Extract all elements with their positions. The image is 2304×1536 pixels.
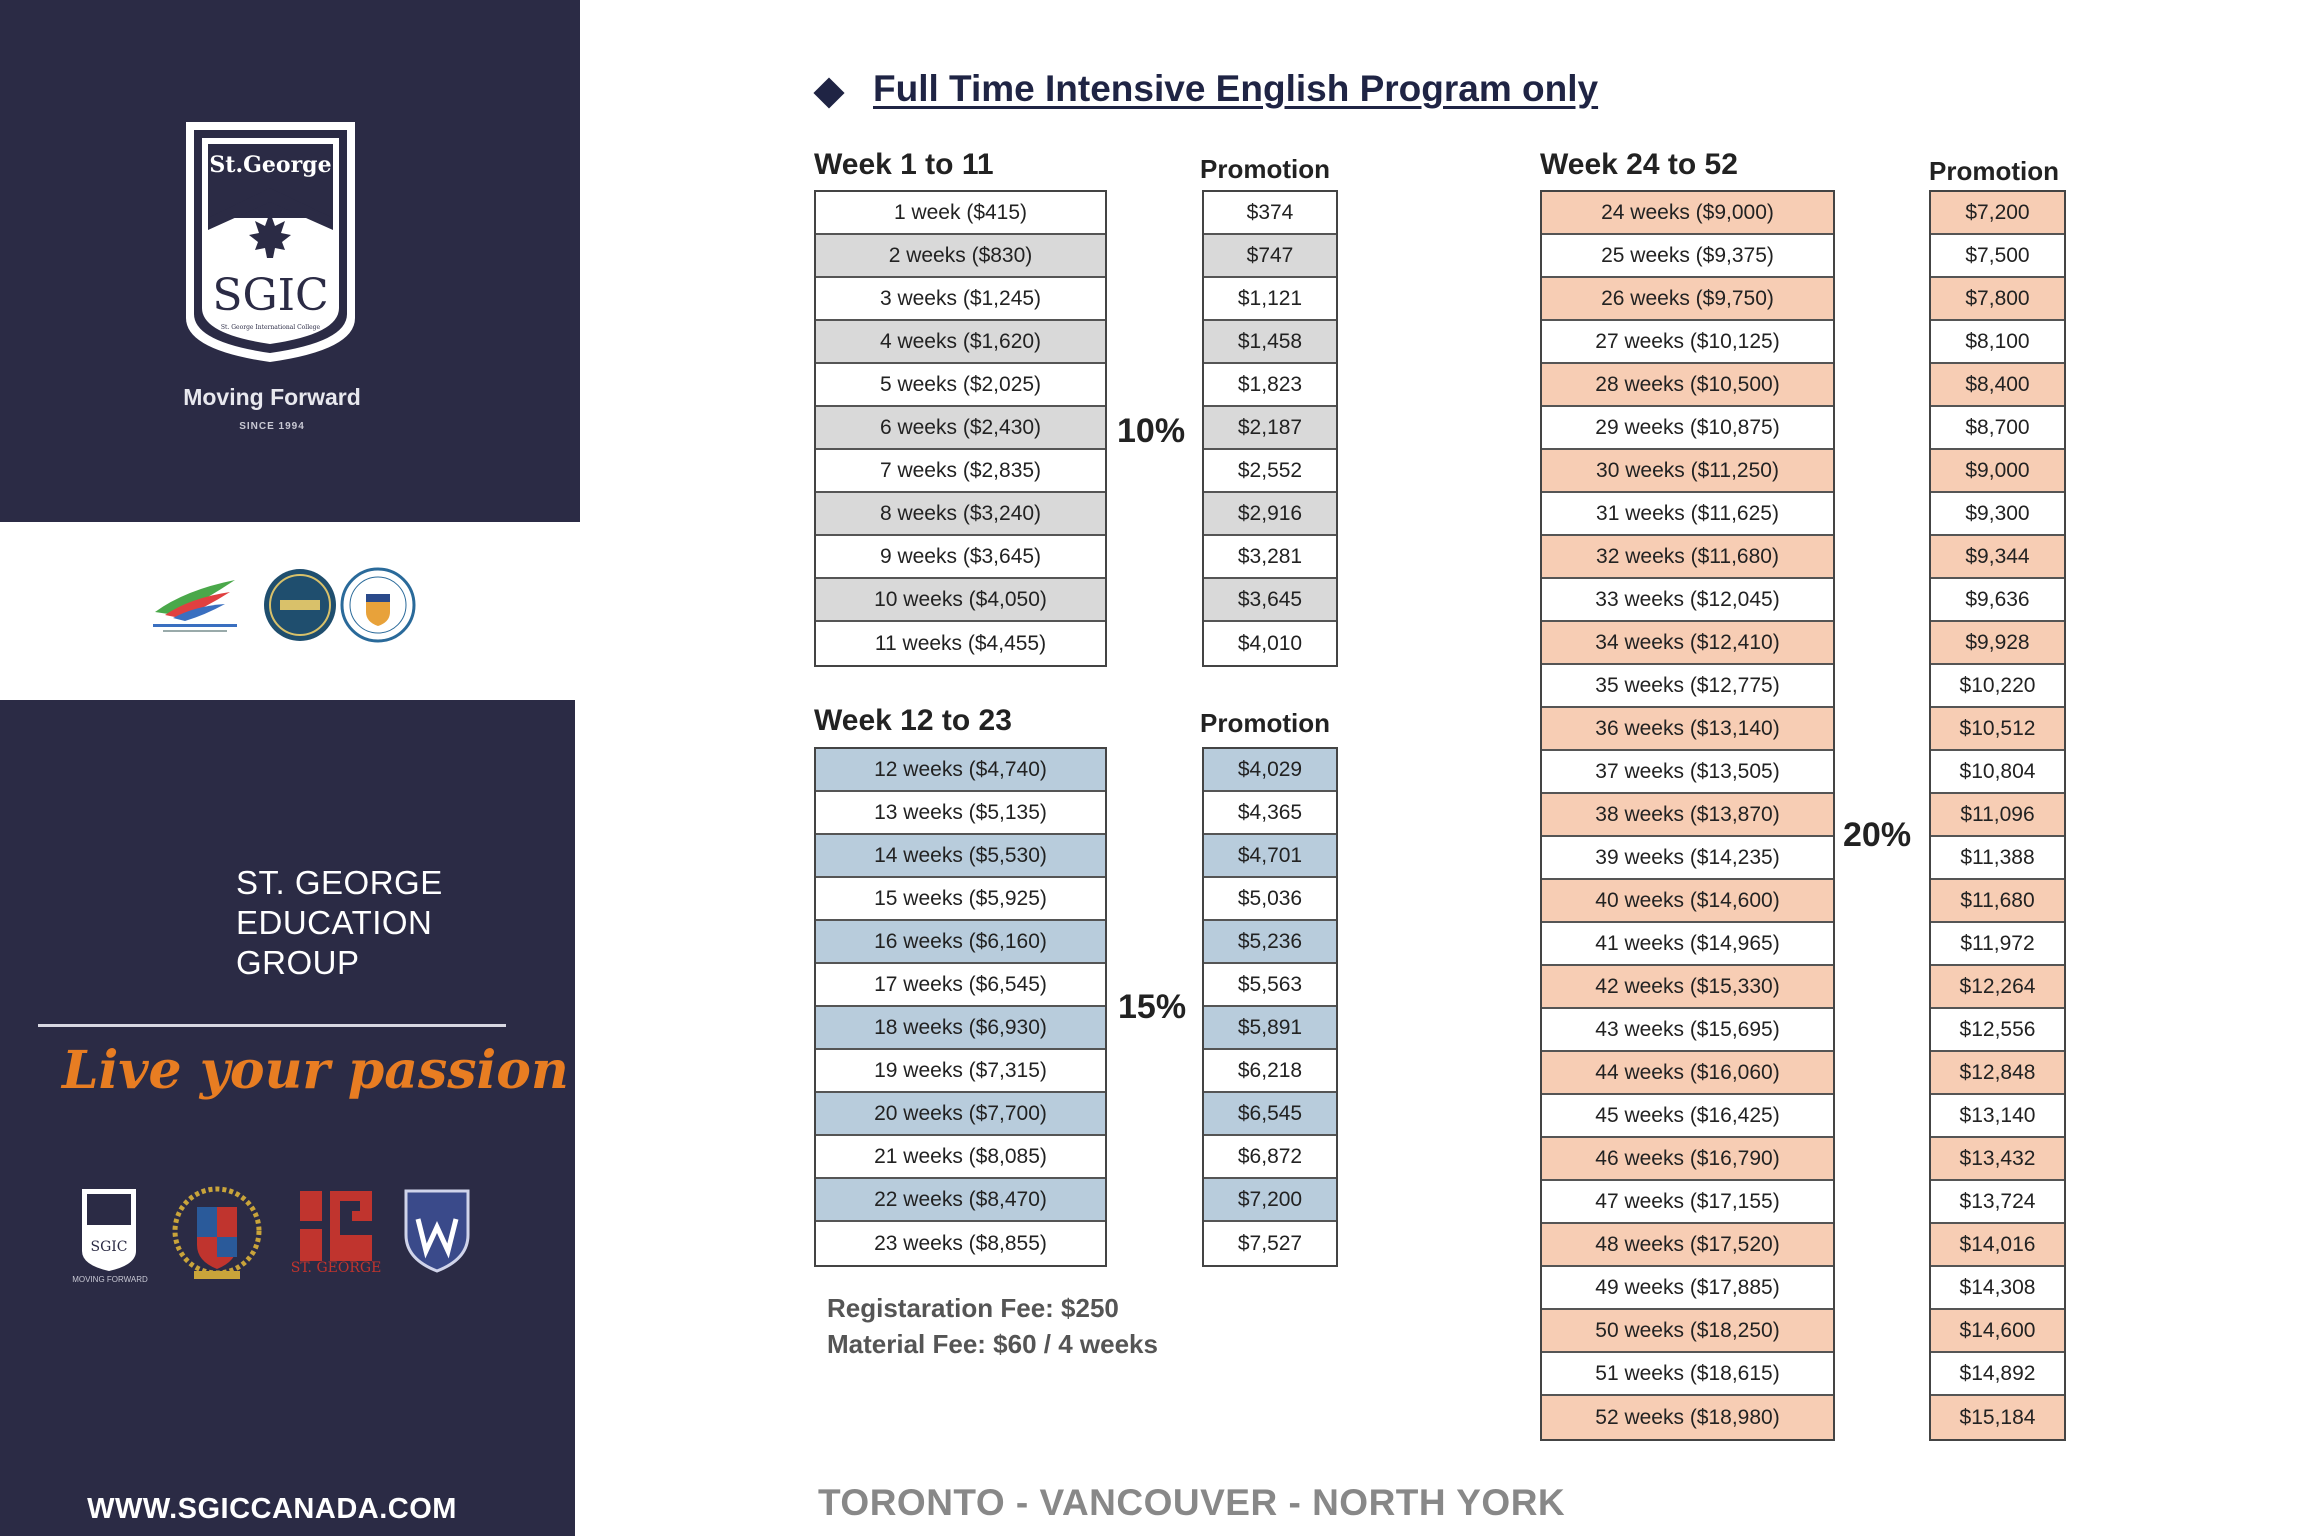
promotion-price-cell: $11,388 <box>1931 837 2064 880</box>
week-price-cell: 28 weeks ($10,500) <box>1542 364 1833 407</box>
section-1-promotion-table <box>1202 190 1338 667</box>
material-fee: Material Fee: $60 / 4 weeks <box>827 1329 1158 1359</box>
week-price-cell: 34 weeks ($12,410) <box>1542 622 1833 665</box>
week-price-cell: 24 weeks ($9,000) <box>1542 192 1833 235</box>
promotion-price-cell: $11,096 <box>1931 794 2064 837</box>
promotion-price-cell: $7,200 <box>1931 192 2064 235</box>
registration-fee: Registaration Fee: $250 <box>827 1293 1119 1323</box>
promotion-price-cell: $374 <box>1204 192 1336 235</box>
week-price-cell: 35 weeks ($12,775) <box>1542 665 1833 708</box>
section-2-promotion-heading: Promotion <box>1200 708 1330 738</box>
group-name-line-3: GROUP <box>236 944 360 981</box>
crest-top-text: St.George <box>209 152 332 178</box>
promotion-price-cell: $10,804 <box>1931 751 2064 794</box>
group-name <box>236 863 443 983</box>
week-price-cell: 13 weeks ($5,135) <box>816 792 1105 835</box>
group-name-line-2: EDUCATION <box>236 904 433 941</box>
brand-since: SINCE 1994 <box>239 421 305 432</box>
week-price-cell: 31 weeks ($11,625) <box>1542 493 1833 536</box>
promotion-price-cell: $4,010 <box>1237 631 1303 655</box>
section-1-promotion-heading: Promotion <box>1200 154 1330 184</box>
week-price-cell: 14 weeks ($5,530) <box>816 835 1105 878</box>
panel-divider <box>38 1024 506 1027</box>
section-1-discount: 10% <box>1117 412 1186 450</box>
promotion-price-cell: $14,600 <box>1931 1310 2064 1353</box>
week-price-cell: 37 weeks ($13,505) <box>1542 751 1833 794</box>
promotion-price-cell: $9,344 <box>1931 536 2064 579</box>
week-price-cell: 15 weeks ($5,925) <box>816 878 1105 921</box>
promotion-price-cell: $7,500 <box>1931 235 2064 278</box>
week-price-cell: 51 weeks ($18,615) <box>1542 1353 1833 1396</box>
week-price-cell: 42 weeks ($15,330) <box>1542 966 1833 1009</box>
promotion-price-cell: $7,527 <box>1237 1231 1303 1255</box>
promotion-price-cell: $9,000 <box>1931 450 2064 493</box>
promotion-price-cell: $6,872 <box>1204 1136 1336 1179</box>
section-3-promotion-table <box>1929 190 2066 1441</box>
promotion-price-cell: $5,891 <box>1204 1007 1336 1050</box>
section-3-discount: 20% <box>1843 816 1912 854</box>
promotion-price-cell: $8,700 <box>1931 407 2064 450</box>
promotion-price-cell: $4,029 <box>1204 749 1336 792</box>
week-price-cell: 52 weeks ($18,980) <box>1542 1396 1833 1439</box>
sgbc-mini-caption: ST. GEORGE <box>290 1260 382 1276</box>
week-price-cell: 2 weeks ($830) <box>816 235 1105 278</box>
section-3-weeks-table <box>1540 190 1835 1441</box>
week-price-cell: 21 weeks ($8,085) <box>816 1136 1105 1179</box>
promotion-price-cell: $4,701 <box>1204 835 1336 878</box>
week-price-cell: 49 weeks ($17,885) <box>1542 1267 1833 1310</box>
promotion-price-cell: $1,121 <box>1204 278 1336 321</box>
week-price-cell: 19 weeks ($7,315) <box>816 1050 1105 1093</box>
group-name-line-1: ST. GEORGE <box>236 864 443 901</box>
promotion-price-cell: $2,187 <box>1204 407 1336 450</box>
svg-text:SGIC: SGIC <box>90 1239 128 1255</box>
promotion-price-cell: $7,800 <box>1931 278 2064 321</box>
promotion-price-cell: $6,545 <box>1204 1093 1336 1136</box>
slogan: Live your passion <box>62 1040 569 1101</box>
promotion-price-cell: $8,400 <box>1931 364 2064 407</box>
week-price-cell: 1 week ($415) <box>816 192 1105 235</box>
promotion-price-cell: $3,645 <box>1204 579 1336 622</box>
brand-tagline: Moving Forward <box>183 384 361 410</box>
promotion-price-cell: $3,281 <box>1204 536 1336 579</box>
week-price-cell: 38 weeks ($13,870) <box>1542 794 1833 837</box>
week-price-cell: 8 weeks ($3,240) <box>816 493 1105 536</box>
section-1-heading: Week 1 to 11 <box>814 148 994 181</box>
promotion-price-cell: $13,724 <box>1931 1181 2064 1224</box>
week-price-cell: 45 weeks ($16,425) <box>1542 1095 1833 1138</box>
crest-name: SGIC <box>212 270 329 321</box>
section-3-heading: Week 24 to 52 <box>1540 148 1738 181</box>
section-2-heading: Week 12 to 23 <box>814 704 1012 737</box>
section-2-weeks-table <box>814 747 1107 1267</box>
week-price-cell: 25 weeks ($9,375) <box>1542 235 1833 278</box>
week-price-cell: 47 weeks ($17,155) <box>1542 1181 1833 1224</box>
week-price-cell: 48 weeks ($17,520) <box>1542 1224 1833 1267</box>
brand-panel-bottom <box>0 700 575 1536</box>
week-price-cell: 3 weeks ($1,245) <box>816 278 1105 321</box>
program-title: Full Time Intensive English Program only <box>873 68 1599 109</box>
week-price-cell: 32 weeks ($11,680) <box>1542 536 1833 579</box>
week-price-cell: 5 weeks ($2,025) <box>816 364 1105 407</box>
promotion-price-cell: $9,636 <box>1931 579 2064 622</box>
week-price-cell: 39 weeks ($14,235) <box>1542 837 1833 880</box>
locations: TORONTO - VANCOUVER - NORTH YORK <box>818 1482 1566 1523</box>
week-price-cell: 40 weeks ($14,600) <box>1542 880 1833 923</box>
bc-eqa-icon <box>262 560 338 650</box>
website-link[interactable]: WWW.SGICCANADA.COM <box>87 1493 457 1525</box>
promotion-price-cell: $12,848 <box>1931 1052 2064 1095</box>
brand-panel-top <box>0 0 580 522</box>
promotion-price-cell: $6,218 <box>1204 1050 1336 1093</box>
bullet-diamond-icon <box>813 77 844 108</box>
promotion-price-cell: $10,512 <box>1931 708 2064 751</box>
promotion-price-cell: $13,140 <box>1931 1095 2064 1138</box>
week-price-cell: 22 weeks ($8,470) <box>816 1179 1105 1222</box>
week-price-cell: 18 weeks ($6,930) <box>816 1007 1105 1050</box>
promotion-price-cell: $2,552 <box>1204 450 1336 493</box>
week-price-cell: 20 weeks ($7,700) <box>816 1093 1105 1136</box>
promotion-price-cell: $9,928 <box>1931 622 2064 665</box>
week-price-cell: 9 weeks ($3,645) <box>816 536 1105 579</box>
promotion-price-cell: $10,220 <box>1931 665 2064 708</box>
week-price-cell: 17 weeks ($6,545) <box>816 964 1105 1007</box>
week-price-cell: 10 weeks ($4,050) <box>816 579 1105 622</box>
promotion-price-cell: $13,432 <box>1931 1138 2064 1181</box>
week-price-cell: 44 weeks ($16,060) <box>1542 1052 1833 1095</box>
week-price-cell: 29 weeks ($10,875) <box>1542 407 1833 450</box>
promotion-price-cell: $15,184 <box>1931 1396 2064 1439</box>
fees-block <box>827 1290 1158 1362</box>
promotion-price-cell: $11,680 <box>1931 880 2064 923</box>
week-price-cell: 36 weeks ($13,140) <box>1542 708 1833 751</box>
week-price-cell: 43 weeks ($15,695) <box>1542 1009 1833 1052</box>
week-price-cell: 46 weeks ($16,790) <box>1542 1138 1833 1181</box>
promotion-price-cell: $9,300 <box>1931 493 2064 536</box>
promotion-price-cell: $2,916 <box>1204 493 1336 536</box>
promotion-price-cell: $12,264 <box>1931 966 2064 1009</box>
languages-canada-icon <box>145 560 245 650</box>
week-price-cell: 41 weeks ($14,965) <box>1542 923 1833 966</box>
week-price-cell: 23 weeks ($8,855) <box>874 1231 1047 1255</box>
week-price-cell: 7 weeks ($2,835) <box>816 450 1105 493</box>
week-price-cell: 26 weeks ($9,750) <box>1542 278 1833 321</box>
promotion-price-cell: $14,308 <box>1931 1267 2064 1310</box>
bc-crest-icon <box>340 560 416 650</box>
promotion-price-cell: $12,556 <box>1931 1009 2064 1052</box>
week-price-cell: 11 weeks ($4,455) <box>874 631 1047 655</box>
promotion-price-cell: $8,100 <box>1931 321 2064 364</box>
w-shield-icon <box>402 1185 472 1275</box>
week-price-cell: 12 weeks ($4,740) <box>816 749 1105 792</box>
promotion-price-cell: $11,972 <box>1931 923 2064 966</box>
section-3-promotion-heading: Promotion <box>1929 156 2059 186</box>
promotion-price-cell: $7,200 <box>1204 1179 1336 1222</box>
promotion-price-cell: $5,036 <box>1204 878 1336 921</box>
promotion-price-cell: $5,563 <box>1204 964 1336 1007</box>
college-crest-icon <box>172 1185 262 1289</box>
sgic-mini-logo <box>78 1185 140 1289</box>
week-price-cell: 27 weeks ($10,125) <box>1542 321 1833 364</box>
week-price-cell: 33 weeks ($12,045) <box>1542 579 1833 622</box>
promotion-price-cell: $14,016 <box>1931 1224 2064 1267</box>
section-2-promotion-table <box>1202 747 1338 1267</box>
promotion-price-cell: $14,892 <box>1931 1353 2064 1396</box>
promotion-price-cell: $4,365 <box>1204 792 1336 835</box>
promotion-price-cell: $747 <box>1204 235 1336 278</box>
promotion-price-cell: $1,823 <box>1204 364 1336 407</box>
week-price-cell: 4 weeks ($1,620) <box>816 321 1105 364</box>
week-price-cell: 16 weeks ($6,160) <box>816 921 1105 964</box>
promotion-price-cell: $5,236 <box>1204 921 1336 964</box>
week-price-cell: 30 weeks ($11,250) <box>1542 450 1833 493</box>
section-1-weeks-table <box>814 190 1107 667</box>
promotion-price-cell: $1,458 <box>1204 321 1336 364</box>
week-price-cell: 50 weeks ($18,250) <box>1542 1310 1833 1353</box>
section-2-discount: 15% <box>1118 988 1187 1026</box>
crest-subtitle: St. George International College <box>220 324 321 331</box>
sgic-mini-caption: MOVING FORWARD <box>72 1275 148 1284</box>
week-price-cell: 6 weeks ($2,430) <box>816 407 1105 450</box>
